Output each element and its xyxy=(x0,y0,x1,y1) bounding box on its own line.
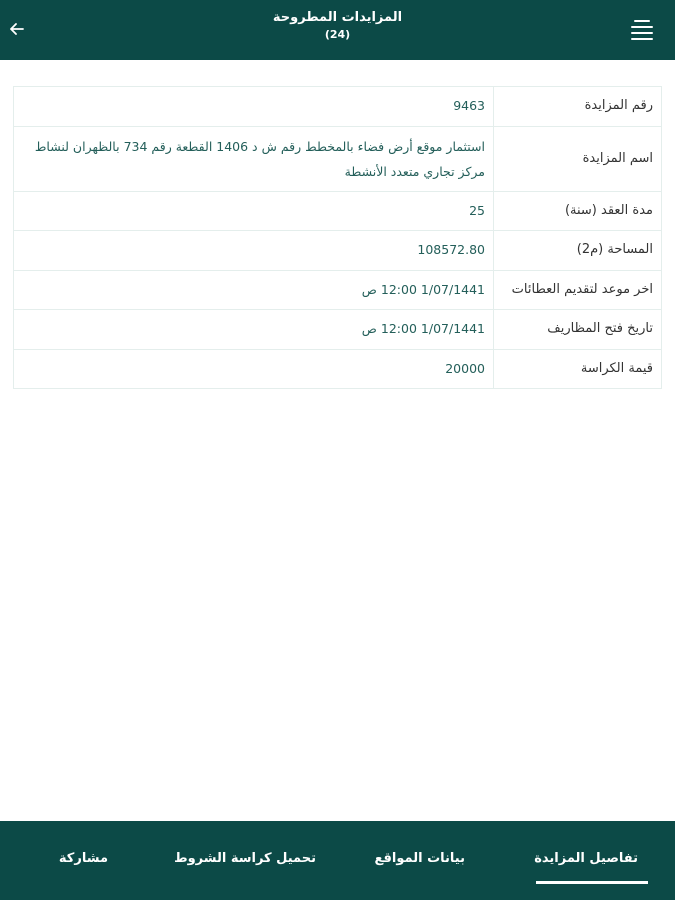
bottom-tab-bar xyxy=(0,821,675,900)
tab-auction-details[interactable]: تفاصيل المزايدة xyxy=(534,851,638,866)
detail-label: اخر موعد لتقديم العطائات xyxy=(494,270,662,310)
detail-row-contract-duration xyxy=(14,191,662,231)
menu-icon xyxy=(629,17,655,43)
detail-row-envelope-opening xyxy=(14,310,662,350)
detail-value: 1/07/1441 12:00 ص xyxy=(14,310,494,350)
detail-row-auction-name xyxy=(14,126,662,191)
page-title: المزايدات المطروحة xyxy=(272,10,403,25)
detail-label: اسم المزايدة xyxy=(494,126,662,191)
detail-label: رقم المزايدة xyxy=(494,87,662,127)
detail-value: 20000 xyxy=(14,349,494,389)
detail-label: تاريخ فتح المظاريف xyxy=(494,310,662,350)
detail-label: المساحة (م2) xyxy=(494,231,662,271)
tab-share[interactable]: مشاركة xyxy=(58,851,108,866)
page-title-group xyxy=(0,9,675,43)
detail-row-bid-deadline xyxy=(14,270,662,310)
detail-value: استثمار موقع أرض فضاء بالمخطط رقم ش د 1406 القطعة رقم 734 بالظهران لنشاط مركز تجاري متعدد الأنشطة xyxy=(14,126,494,191)
detail-value: 9463 xyxy=(14,87,494,127)
menu-button[interactable] xyxy=(629,17,655,43)
auction-details-table xyxy=(13,86,662,389)
detail-row-auction-number xyxy=(14,87,662,127)
detail-value: 108572.80 xyxy=(14,231,494,271)
page-count: (24) xyxy=(324,28,351,41)
active-tab-indicator xyxy=(536,881,648,884)
app-bar xyxy=(0,0,675,60)
tab-download-terms[interactable]: تحميل كراسة الشروط xyxy=(174,851,316,866)
detail-value: 1/07/1441 12:00 ص xyxy=(14,270,494,310)
detail-label: قيمة الكراسة xyxy=(494,349,662,389)
tab-site-data[interactable]: بيانات المواقع xyxy=(374,851,465,866)
detail-row-booklet-price xyxy=(14,349,662,389)
detail-label: مدة العقد (سنة) xyxy=(494,191,662,231)
detail-row-area xyxy=(14,231,662,271)
detail-value: 25 xyxy=(14,191,494,231)
